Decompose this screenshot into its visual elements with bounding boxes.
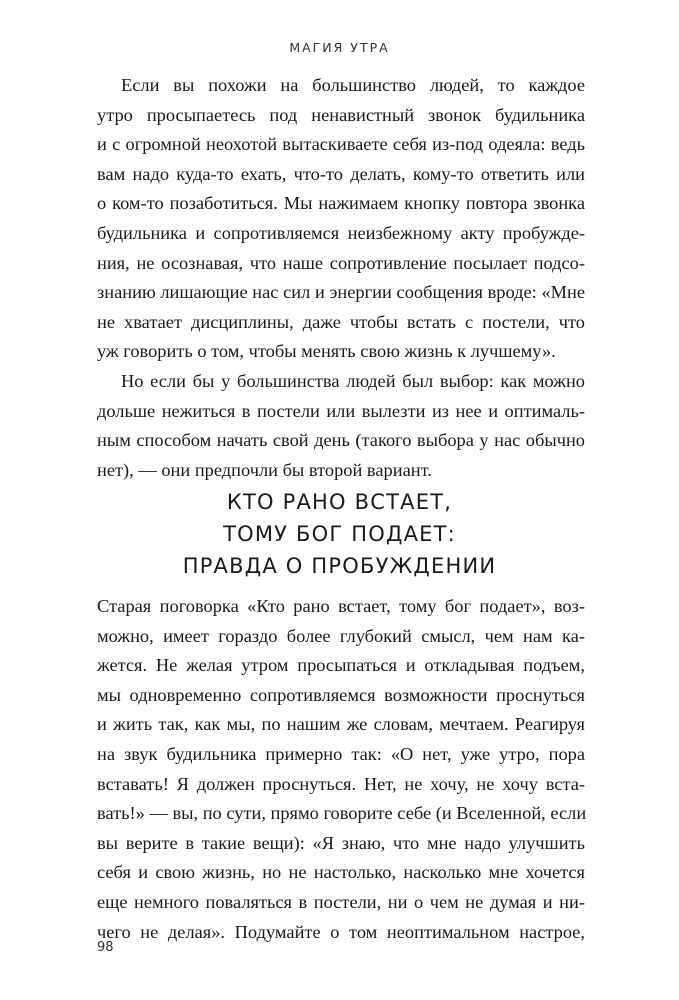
text-line: чего не делая». Подумайте о том неоптимальном настрое,	[97, 921, 585, 942]
section-heading	[0, 486, 679, 582]
text-line: еще немного поваляться в постели, ни о чем не думая и ни-	[97, 891, 585, 912]
text-line: Старая поговорка «Кто рано встает, тому бог подает», воз-	[97, 596, 585, 616]
paragraph	[97, 592, 585, 947]
text-line: ния, не осознавая, что наше сопротивление посылает подсо-	[97, 252, 585, 273]
paragraph	[97, 367, 585, 485]
text-line: Если вы похожи на большинство людей, то каждое	[121, 75, 585, 95]
body-text-top	[97, 71, 585, 485]
text-line: и с огромной неохотой вытаскиваете себя из-под одеяла: ведь	[97, 134, 585, 155]
text-line: вставать! Я должен проснуться. Нет, не хочу, не хочу вста-	[97, 773, 585, 794]
text-line: дольше нежиться в постели или вылезти из нее и оптималь-	[97, 400, 585, 421]
heading-line: КТО РАНО ВСТАЕТ,	[226, 490, 453, 514]
text-line: и жить так, как мы, по нашим же словам, мечтаем. Реагируя	[97, 714, 585, 735]
text-line: знанию лишающие нас сил и энергии сообщения вроде: «Мне	[97, 282, 585, 303]
paragraph	[97, 71, 585, 367]
text-line: вам надо куда-то ехать, что-то делать, кому-то ответить или	[97, 163, 585, 184]
running-header: МАГИЯ УТРА	[289, 40, 390, 55]
text-line: ным способом начать свой день (такого выбора у нас обычно	[97, 430, 585, 451]
text-line: будильника и сопротивляемся неизбежному акту пробужде-	[97, 222, 585, 243]
text-line: вать!» — вы, по сути, прямо говорите себе (и Вселенной, если	[97, 803, 587, 824]
text-line: не хватает дисциплины, даже чтобы встать с постели, что	[97, 311, 585, 332]
text-line: о ком-то позаботиться. Мы нажимаем кнопку повтора звонка	[97, 193, 585, 214]
text-line: мы одновременно сопротивляемся возможности проснуться	[97, 684, 585, 705]
text-line: Но если бы у большинства людей был выбор: как можно	[121, 370, 585, 391]
body-text-bottom	[97, 592, 585, 947]
text-line: на звук будильника примерно так: «О нет, уже утро, пора	[97, 743, 585, 764]
text-line: себя и свою жизнь, но не настолько, насколько мне хочется	[97, 862, 585, 883]
heading-line: ТОМУ БОГ ПОДАЕТ:	[223, 522, 456, 546]
page-number: 98	[97, 940, 114, 955]
text-line: жется. Не желая утром просыпаться и откладывая подъем,	[97, 655, 585, 676]
text-line: можно, имеет гораздо более глубокий смысл, чем нам ка-	[97, 625, 585, 646]
text-line: нет), — они предпочли бы второй вариант.	[97, 459, 432, 480]
text-line: вы верите в такие вещи): «Я знаю, что мне надо улучшить	[97, 832, 585, 853]
heading-line: ПРАВДА О ПРОБУЖДЕНИИ	[182, 554, 497, 578]
text-line: уж говорить о том, чтобы менять свою жизнь к лучшему».	[97, 341, 556, 362]
text-line: утро просыпаетесь под ненавистный звонок будильника	[97, 104, 585, 125]
